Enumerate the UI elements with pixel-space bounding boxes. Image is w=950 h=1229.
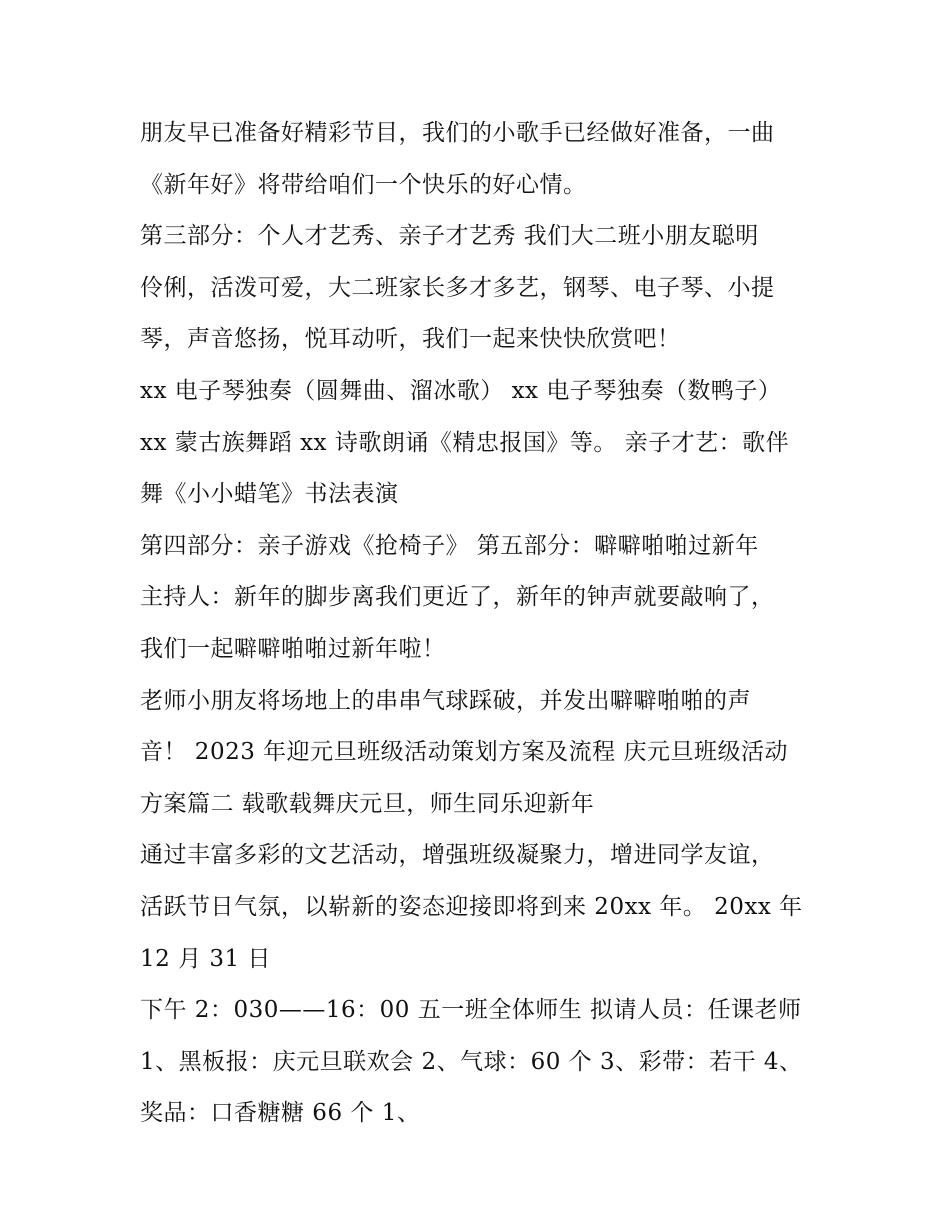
text-line: 伶俐，活泼可爱，大二班家长多才多艺，钢琴、电子琴、小提 (140, 274, 775, 301)
text-line: 第三部分：个人才艺秀、亲子才艺秀 我们大二班小朋友聪明 (140, 223, 759, 250)
text-line: 我们一起噼噼啪啪过新年啦！ (140, 635, 446, 662)
document-body (140, 108, 820, 1140)
text-line: 《新年好》将带给咱们一个快乐的好心情。 (140, 171, 587, 198)
text-line: 舞《小小蜡笔》书法表演 (140, 481, 399, 508)
text-line: 奖品：口香糖糖 66 个 1、 (140, 1100, 421, 1127)
text-line: 老师小朋友将场地上的串串气球踩破，并发出噼噼啪啪的声 (140, 687, 751, 714)
text-line: xx 电子琴独奏（圆舞曲、溜冰歌） xx 电子琴独奏（数鸭子） (140, 377, 782, 404)
text-line: 通过丰富多彩的文艺活动，增强班级凝聚力，增进同学友谊， (140, 842, 775, 869)
text-line: 下午 2：030——16：00 五一班全体师生 拟请人员：任课老师 (140, 997, 802, 1024)
text-line: 琴，声音悠扬，悦耳动听，我们一起来快快欣赏吧！ (140, 326, 681, 353)
text-line: 方案篇二 载歌载舞庆元旦，师生同乐迎新年 (140, 790, 595, 817)
text-line: xx 蒙古族舞蹈 xx 诗歌朗诵《精忠报国》等。 亲子才艺：歌伴 (140, 429, 790, 456)
text-line: 活跃节日气氛，以崭新的姿态迎接即将到来 20xx 年。 20xx 年 (140, 893, 803, 920)
text-line: 第四部分：亲子游戏《抢椅子》 第五部分：噼噼啪啪过新年 (140, 532, 759, 559)
text-line: 音！ 2023 年迎元旦班级活动策划方案及流程 庆元旦班级活动 (140, 739, 788, 766)
text-line: 朋友早已准备好精彩节目，我们的小歌手已经做好准备，一曲 (140, 120, 775, 146)
text-line: 12 月 31 日 (140, 945, 271, 972)
text-line: 主持人：新年的脚步离我们更近了，新年的钟声就要敲响了， (140, 584, 775, 611)
text-line: 1、黑板报：庆元旦联欢会 2、气球：60 个 3、彩带：若干 4、 (140, 1048, 803, 1075)
